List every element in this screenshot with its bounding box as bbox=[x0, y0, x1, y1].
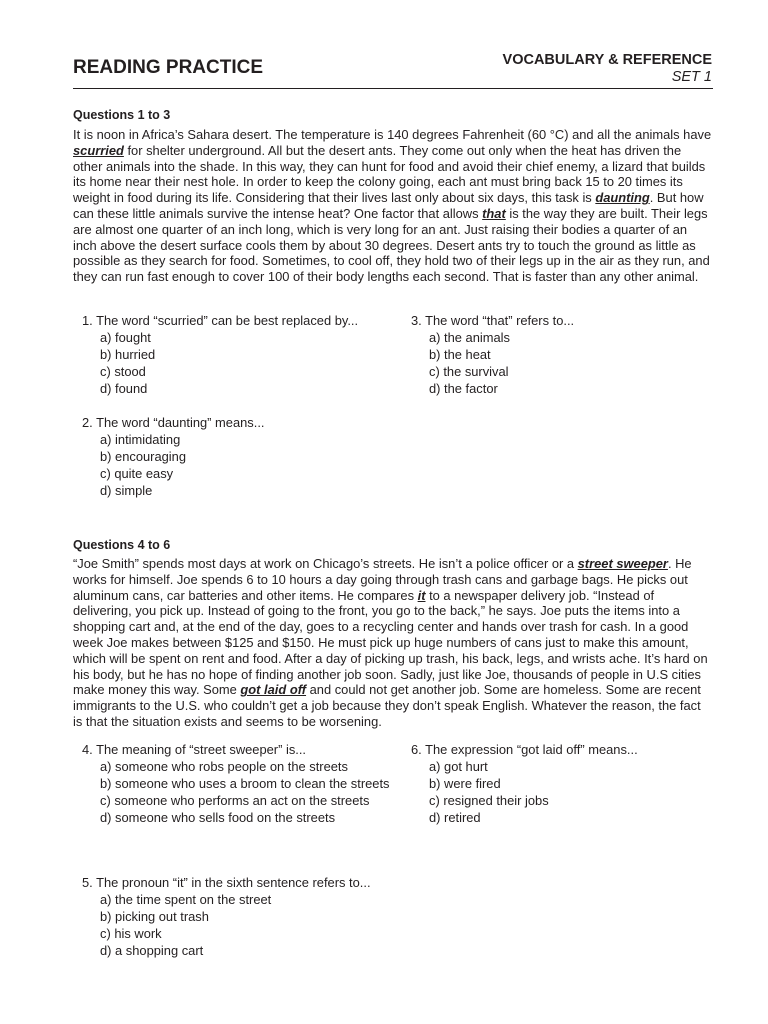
answer-option: a) the time spent on the street bbox=[100, 892, 272, 907]
answer-option: c) quite easy bbox=[100, 466, 174, 481]
section-title: VOCABULARY & REFERENCE bbox=[502, 52, 712, 68]
question-5 bbox=[73, 874, 393, 959]
answer-options bbox=[73, 891, 393, 959]
question-stem: 4. The meaning of “street sweeper” is... bbox=[82, 742, 307, 757]
answer-options bbox=[73, 329, 393, 397]
set-label: SET 1 bbox=[671, 69, 712, 85]
passage-text: “Joe Smith” spends most days at work on Chicago’s streets. He isn’t a police officer or a bbox=[73, 556, 578, 571]
header-rule bbox=[73, 88, 713, 89]
passage-text: . But how can these little animals survive the intense heat? One factor that allows bbox=[73, 190, 704, 221]
group1-heading: Questions 1 to 3 bbox=[73, 108, 171, 122]
answer-options bbox=[402, 329, 712, 397]
answer-options bbox=[73, 431, 393, 499]
answer-option: b) hurried bbox=[100, 347, 156, 362]
answer-option: d) retired bbox=[429, 810, 481, 825]
answer-option: a) intimidating bbox=[100, 432, 181, 447]
answer-option: d) the factor bbox=[429, 381, 498, 396]
group2-heading: Questions 4 to 6 bbox=[73, 538, 171, 552]
group2-passage bbox=[73, 556, 713, 730]
passage-text: and could not get another job. Some are homeless. Some are recent immigrants to the U.S. who couldn’t get a job because they don’t speak English. Whatever the reason, the fact is that the situation exists and seems to be worsening. bbox=[73, 682, 701, 729]
answer-option: a) the animals bbox=[429, 330, 510, 345]
question-stem: 5. The pronoun “it” in the sixth sentence refers to... bbox=[82, 875, 371, 890]
answer-option: a) got hurt bbox=[429, 759, 488, 774]
answer-option: c) resigned their jobs bbox=[429, 793, 549, 808]
highlighted-keyword: it bbox=[417, 587, 426, 603]
question-2 bbox=[73, 414, 393, 499]
highlighted-keyword: street sweeper bbox=[577, 556, 668, 571]
passage-text: for shelter underground. All but the desert ants. They come out only when the heat has driven the other animals into the shade. In this way, they can hunt for food and avoid their chief enemy, a lizard that builds its home near their nest hole. In order to keep the colony going, each ant must bring back 15 to 20 times its weight in food during its life. Considering that their lives last only about six days, this task is bbox=[73, 142, 706, 206]
group1-passage bbox=[73, 127, 713, 285]
highlighted-keyword: scurried bbox=[73, 142, 124, 158]
answer-option: b) were fired bbox=[429, 776, 501, 791]
answer-option: a) fought bbox=[100, 330, 151, 345]
question-stem: 2. The word “daunting” means... bbox=[82, 415, 265, 430]
question-4 bbox=[73, 741, 393, 826]
answer-option: d) someone who sells food on the streets bbox=[100, 810, 336, 825]
answer-option: d) a shopping cart bbox=[100, 943, 204, 958]
question-stem: 1. The word “scurried” can be best replaced by... bbox=[82, 313, 359, 328]
highlighted-keyword: got laid off bbox=[240, 682, 307, 698]
question-stem: 6. The expression “got laid off” means... bbox=[411, 742, 638, 757]
answer-option: b) picking out trash bbox=[100, 909, 209, 924]
answer-option: b) the heat bbox=[429, 347, 491, 362]
answer-option: a) someone who robs people on the streets bbox=[100, 759, 348, 774]
answer-option: c) the survival bbox=[429, 364, 509, 379]
answer-option: c) his work bbox=[100, 926, 162, 941]
page-title: READING PRACTICE bbox=[73, 57, 264, 78]
answer-option: b) someone who uses a broom to clean the streets bbox=[100, 776, 390, 791]
answer-option: d) found bbox=[100, 381, 148, 396]
answer-option: d) simple bbox=[100, 483, 153, 498]
highlighted-keyword: daunting bbox=[595, 190, 650, 206]
question-3 bbox=[402, 312, 712, 397]
passage-text: to a newspaper delivery job. “Instead of delivering, you pick up. Instead of going to the front, you go to the back,” he says. Joe puts the items into a shopping cart and, at the end of the day, goes to a recycling center and hands over trash for cash. In a good week Joe makes between $125 and $150. He must pick up huge numbers of cans just to make this amount, which will be spent on rent and food. After a day of picking up trash, his back, legs, and wrists ache. It’s hard on his body, but he has no hope of finding another job soon. Sadly, just like Joe, thousands of people in U.S cities make money this way. Some bbox=[73, 587, 708, 698]
highlighted-keyword: that bbox=[482, 205, 506, 221]
question-stem: 3. The word “that” refers to... bbox=[411, 313, 575, 328]
answer-options bbox=[402, 758, 712, 826]
passage-text: . He works for himself. Joe spends 6 to 10 hours a day going through trash cans and garbage bags. He picks out aluminum cans, car batteries and other items. He compares bbox=[73, 556, 692, 603]
passage-text: is the way they are built. Their legs are almost one quarter of an inch long, which is very long for an ant. Just raising their bodies a quarter of an inch above the desert surface cools them by about 30 degrees. Desert ants try to touch the ground as little as possible as they search for food. Sometimes, to cool off, they hold two of their legs up in the air as they run, and they can run fast enough to cover 100 of their body lengths each second. That is faster than any other animal. bbox=[73, 205, 710, 285]
answer-option: c) stood bbox=[100, 364, 146, 379]
answer-option: b) encouraging bbox=[100, 449, 186, 464]
answer-option: c) someone who performs an act on the streets bbox=[100, 793, 370, 808]
question-1 bbox=[73, 312, 393, 397]
passage-text: It is noon in Africa’s Sahara desert. The temperature is 140 degrees Fahrenheit (60 °C) and all the animals have bbox=[73, 127, 712, 142]
answer-options bbox=[73, 758, 393, 826]
question-6 bbox=[402, 741, 712, 826]
